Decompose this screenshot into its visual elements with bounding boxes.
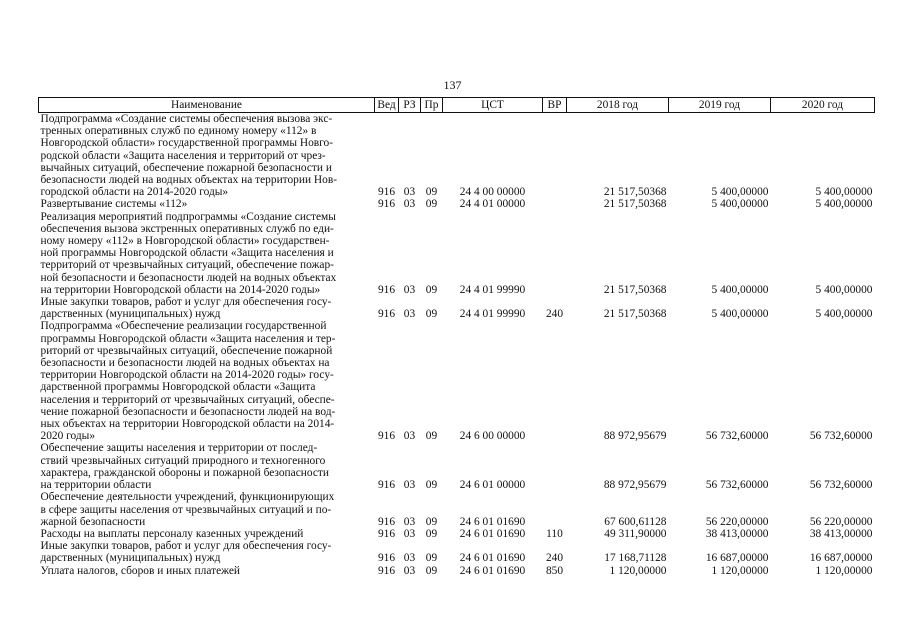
table-row [39, 442, 875, 491]
cell-rz: 03 [403, 430, 416, 443]
cell-vr [543, 442, 567, 491]
name-line: обеспечения вызова экстренных оперативных служб по еди- [40, 222, 334, 235]
cell-vr [543, 198, 567, 210]
cell-cst: 24 6 01 01690 [459, 552, 526, 565]
cell-ved: 916 [377, 552, 396, 565]
cell-2020: 56 220,00000 [809, 515, 873, 528]
name-line: Новгородской области» государственной программы Новго- [40, 137, 334, 150]
cell-vr: 240 [545, 308, 564, 321]
cell-name [39, 528, 375, 540]
name-line: Расходы на выплаты персоналу казенных учреждений [40, 527, 304, 540]
name-line: дарственных (муниципальных) нужд [40, 552, 221, 565]
column-header-ved: Вед [375, 98, 399, 113]
cell-name [39, 442, 375, 491]
cell-cst: 24 4 00 00000 [459, 186, 526, 199]
cell-cst: 24 6 01 01690 [459, 564, 526, 577]
name-line: Подпрограмма «Обеспечение реализации государственной [40, 320, 327, 333]
column-header-pr: Пр [421, 98, 443, 113]
cell-vr [543, 320, 567, 442]
budget-table [38, 97, 875, 577]
cell-pr: 09 [425, 552, 438, 565]
name-line: ной безопасности и безопасности людей на водных объектах [40, 271, 337, 284]
name-line: Реализация мероприятий подпрограммы «Создание системы [40, 210, 336, 223]
cell-2018: 49 311,90000 [604, 527, 667, 540]
table-row [39, 198, 875, 210]
cell-2020: 56 732,60000 [809, 479, 873, 492]
name-line: Уплата налогов, сборов и иных платежей [40, 564, 240, 577]
name-line: ных объектах на территории Новгородской области на 2014- [40, 418, 335, 431]
cell-ved: 916 [377, 308, 396, 321]
cell-2018: 1 120,00000 [609, 564, 667, 577]
cell-cst: 24 4 01 00000 [459, 198, 526, 211]
cell-cst: 24 4 01 99990 [459, 283, 526, 296]
cell-rz: 03 [403, 527, 416, 540]
cell-rz: 03 [403, 564, 416, 577]
cell-2019: 38 413,00000 [705, 527, 769, 540]
cell-2019: 5 400,00000 [711, 198, 769, 211]
cell-2020: 5 400,00000 [815, 283, 873, 296]
cell-name [39, 198, 375, 210]
cell-name [39, 320, 375, 442]
cell-2018: 17 168,71128 [604, 552, 667, 565]
cell-2018: 67 600,61128 [604, 515, 667, 528]
cell-vr: 240 [545, 552, 564, 565]
cell-name [39, 113, 375, 199]
cell-pr: 09 [425, 527, 438, 540]
column-header-2018: 2018 год [567, 98, 669, 113]
name-line: Развертывание системы «112» [40, 198, 188, 211]
cell-2019: 5 400,00000 [711, 283, 769, 296]
cell-2019: 5 400,00000 [711, 308, 769, 321]
cell-ved: 916 [377, 283, 396, 296]
cell-ved: 916 [377, 430, 396, 443]
page-number: 137 [443, 78, 462, 92]
table-row [39, 565, 875, 577]
cell-ved: 916 [377, 186, 396, 199]
cell-pr: 09 [425, 515, 438, 528]
cell-name [39, 540, 375, 564]
cell-2020: 38 413,00000 [809, 527, 873, 540]
cell-2019: 1 120,00000 [711, 564, 769, 577]
cell-ved: 916 [377, 564, 396, 577]
cell-rz: 03 [403, 552, 416, 565]
name-line: на территории Новгородской области на 2014-2020 годы» [40, 283, 321, 296]
cell-2020: 16 687,00000 [809, 552, 873, 565]
cell-pr: 09 [425, 198, 438, 211]
column-header-2020: 2020 год [771, 98, 875, 113]
table-row [39, 540, 875, 564]
cell-2018: 21 517,50368 [603, 308, 667, 321]
name-line: безопасности и безопасности людей на водных объектах на [40, 357, 330, 370]
table-row [39, 211, 875, 296]
cell-cst: 24 6 00 00000 [459, 430, 526, 443]
cell-rz: 03 [403, 283, 416, 296]
name-line: ствий чрезвычайных ситуаций природного и техногенного [40, 454, 326, 467]
column-header-rz: РЗ [399, 98, 421, 113]
name-line: вычайных ситуаций, обеспечение пожарной безопасности и [40, 161, 332, 174]
name-line: программы Новгородской области «Защита населения и тер- [40, 332, 336, 345]
cell-2019: 56 220,00000 [705, 515, 769, 528]
column-header-cst: ЦСТ [443, 98, 543, 113]
name-line: ной программы Новгородской области «Защита населения и [40, 247, 334, 260]
name-line: Подпрограмма «Создание системы обеспечения вызова экс- [40, 113, 333, 125]
table-row [39, 296, 875, 320]
table-row [39, 113, 875, 199]
cell-vr [543, 491, 567, 528]
name-line: жарной безопасности [40, 515, 146, 528]
name-line: безопасности людей на водных объектах на территории Нов- [40, 174, 338, 187]
cell-2018: 21 517,50368 [603, 186, 667, 199]
cell-vr [543, 211, 567, 296]
name-line: тренных оперативных служб по единому номеру «112» в [40, 125, 317, 138]
name-line: 2020 годы» [40, 430, 96, 443]
table-body [39, 113, 875, 577]
column-header-2019: 2019 год [669, 98, 771, 113]
cell-rz: 03 [403, 515, 416, 528]
name-line: городской области на 2014-2020 годы» [40, 186, 229, 199]
cell-rz: 03 [403, 186, 416, 199]
cell-pr: 09 [425, 186, 438, 199]
cell-rz: 03 [403, 198, 416, 211]
column-header-vr: ВР [543, 98, 567, 113]
cell-2020: 56 732,60000 [809, 430, 873, 443]
table-header-row [39, 98, 875, 113]
column-header-name: Наименование [39, 98, 375, 113]
cell-vr [543, 113, 567, 199]
cell-2019: 56 732,60000 [705, 430, 769, 443]
table-row [39, 491, 875, 528]
cell-cst: 24 4 01 99990 [459, 308, 526, 321]
cell-cst: 24 6 01 01690 [459, 527, 526, 540]
cell-name [39, 296, 375, 320]
name-line: дарственных (муниципальных) нужд [40, 308, 221, 321]
cell-2019: 56 732,60000 [705, 479, 769, 492]
name-line: территорий от чрезвычайных ситуаций, обеспечение пожар- [40, 259, 334, 272]
table-row [39, 528, 875, 540]
name-line: Иные закупки товаров, работ и услуг для обеспечения госу- [40, 296, 332, 309]
cell-rz: 03 [403, 479, 416, 492]
cell-ved: 916 [377, 198, 396, 211]
cell-cst: 24 6 01 00000 [459, 479, 526, 492]
cell-ved: 916 [377, 515, 396, 528]
name-line: Обеспечение защиты населения и территории от послед- [40, 442, 318, 455]
name-line: на территории области [40, 479, 152, 492]
name-line: родской области «Защита населения и территорий от чрез- [40, 149, 326, 162]
table-row [39, 320, 875, 442]
cell-2018: 88 972,95679 [603, 430, 667, 443]
cell-2019: 16 687,00000 [705, 552, 769, 565]
cell-ved: 916 [377, 479, 396, 492]
cell-2020: 5 400,00000 [815, 308, 873, 321]
name-line: чение пожарной безопасности и безопасности людей на вод- [40, 405, 336, 418]
cell-pr: 09 [425, 430, 438, 443]
cell-2020: 5 400,00000 [815, 198, 873, 211]
cell-rz: 03 [403, 308, 416, 321]
name-line: территории Новгородской области на 2014-2020 годы» госу- [40, 369, 334, 382]
cell-ved: 916 [377, 527, 396, 540]
cell-name [39, 491, 375, 528]
name-line: Обеспечение деятельности учреждений, функционирующих [40, 491, 335, 504]
cell-pr: 09 [425, 308, 438, 321]
cell-name [39, 211, 375, 296]
cell-2018: 21 517,50368 [603, 283, 667, 296]
cell-2020: 5 400,00000 [815, 186, 873, 199]
name-line: Иные закупки товаров, работ и услуг для обеспечения госу- [40, 540, 332, 553]
name-line: ному номеру «112» в Новгородской области» государствен- [40, 235, 330, 248]
cell-2018: 21 517,50368 [603, 198, 667, 211]
cell-2020: 1 120,00000 [815, 564, 873, 577]
name-line: характера, гражданской обороны и пожарной безопасности [40, 466, 329, 479]
cell-name [39, 565, 375, 577]
cell-pr: 09 [425, 564, 438, 577]
name-line: населения и территорий от чрезвычайных ситуаций, обеспе- [40, 393, 335, 406]
cell-vr: 110 [546, 527, 563, 540]
name-line: дарственной программы Новгородской области «Защита [40, 381, 316, 394]
cell-2019: 5 400,00000 [711, 186, 769, 199]
cell-pr: 09 [425, 479, 438, 492]
name-line: риторий от чрезвычайных ситуаций, обеспечение пожарной [40, 344, 333, 357]
cell-2018: 88 972,95679 [603, 479, 667, 492]
cell-cst: 24 6 01 01690 [459, 515, 526, 528]
cell-vr: 850 [545, 564, 564, 577]
cell-pr: 09 [425, 283, 438, 296]
name-line: в сфере защиты населения от чрезвычайных ситуаций и по- [40, 503, 332, 516]
